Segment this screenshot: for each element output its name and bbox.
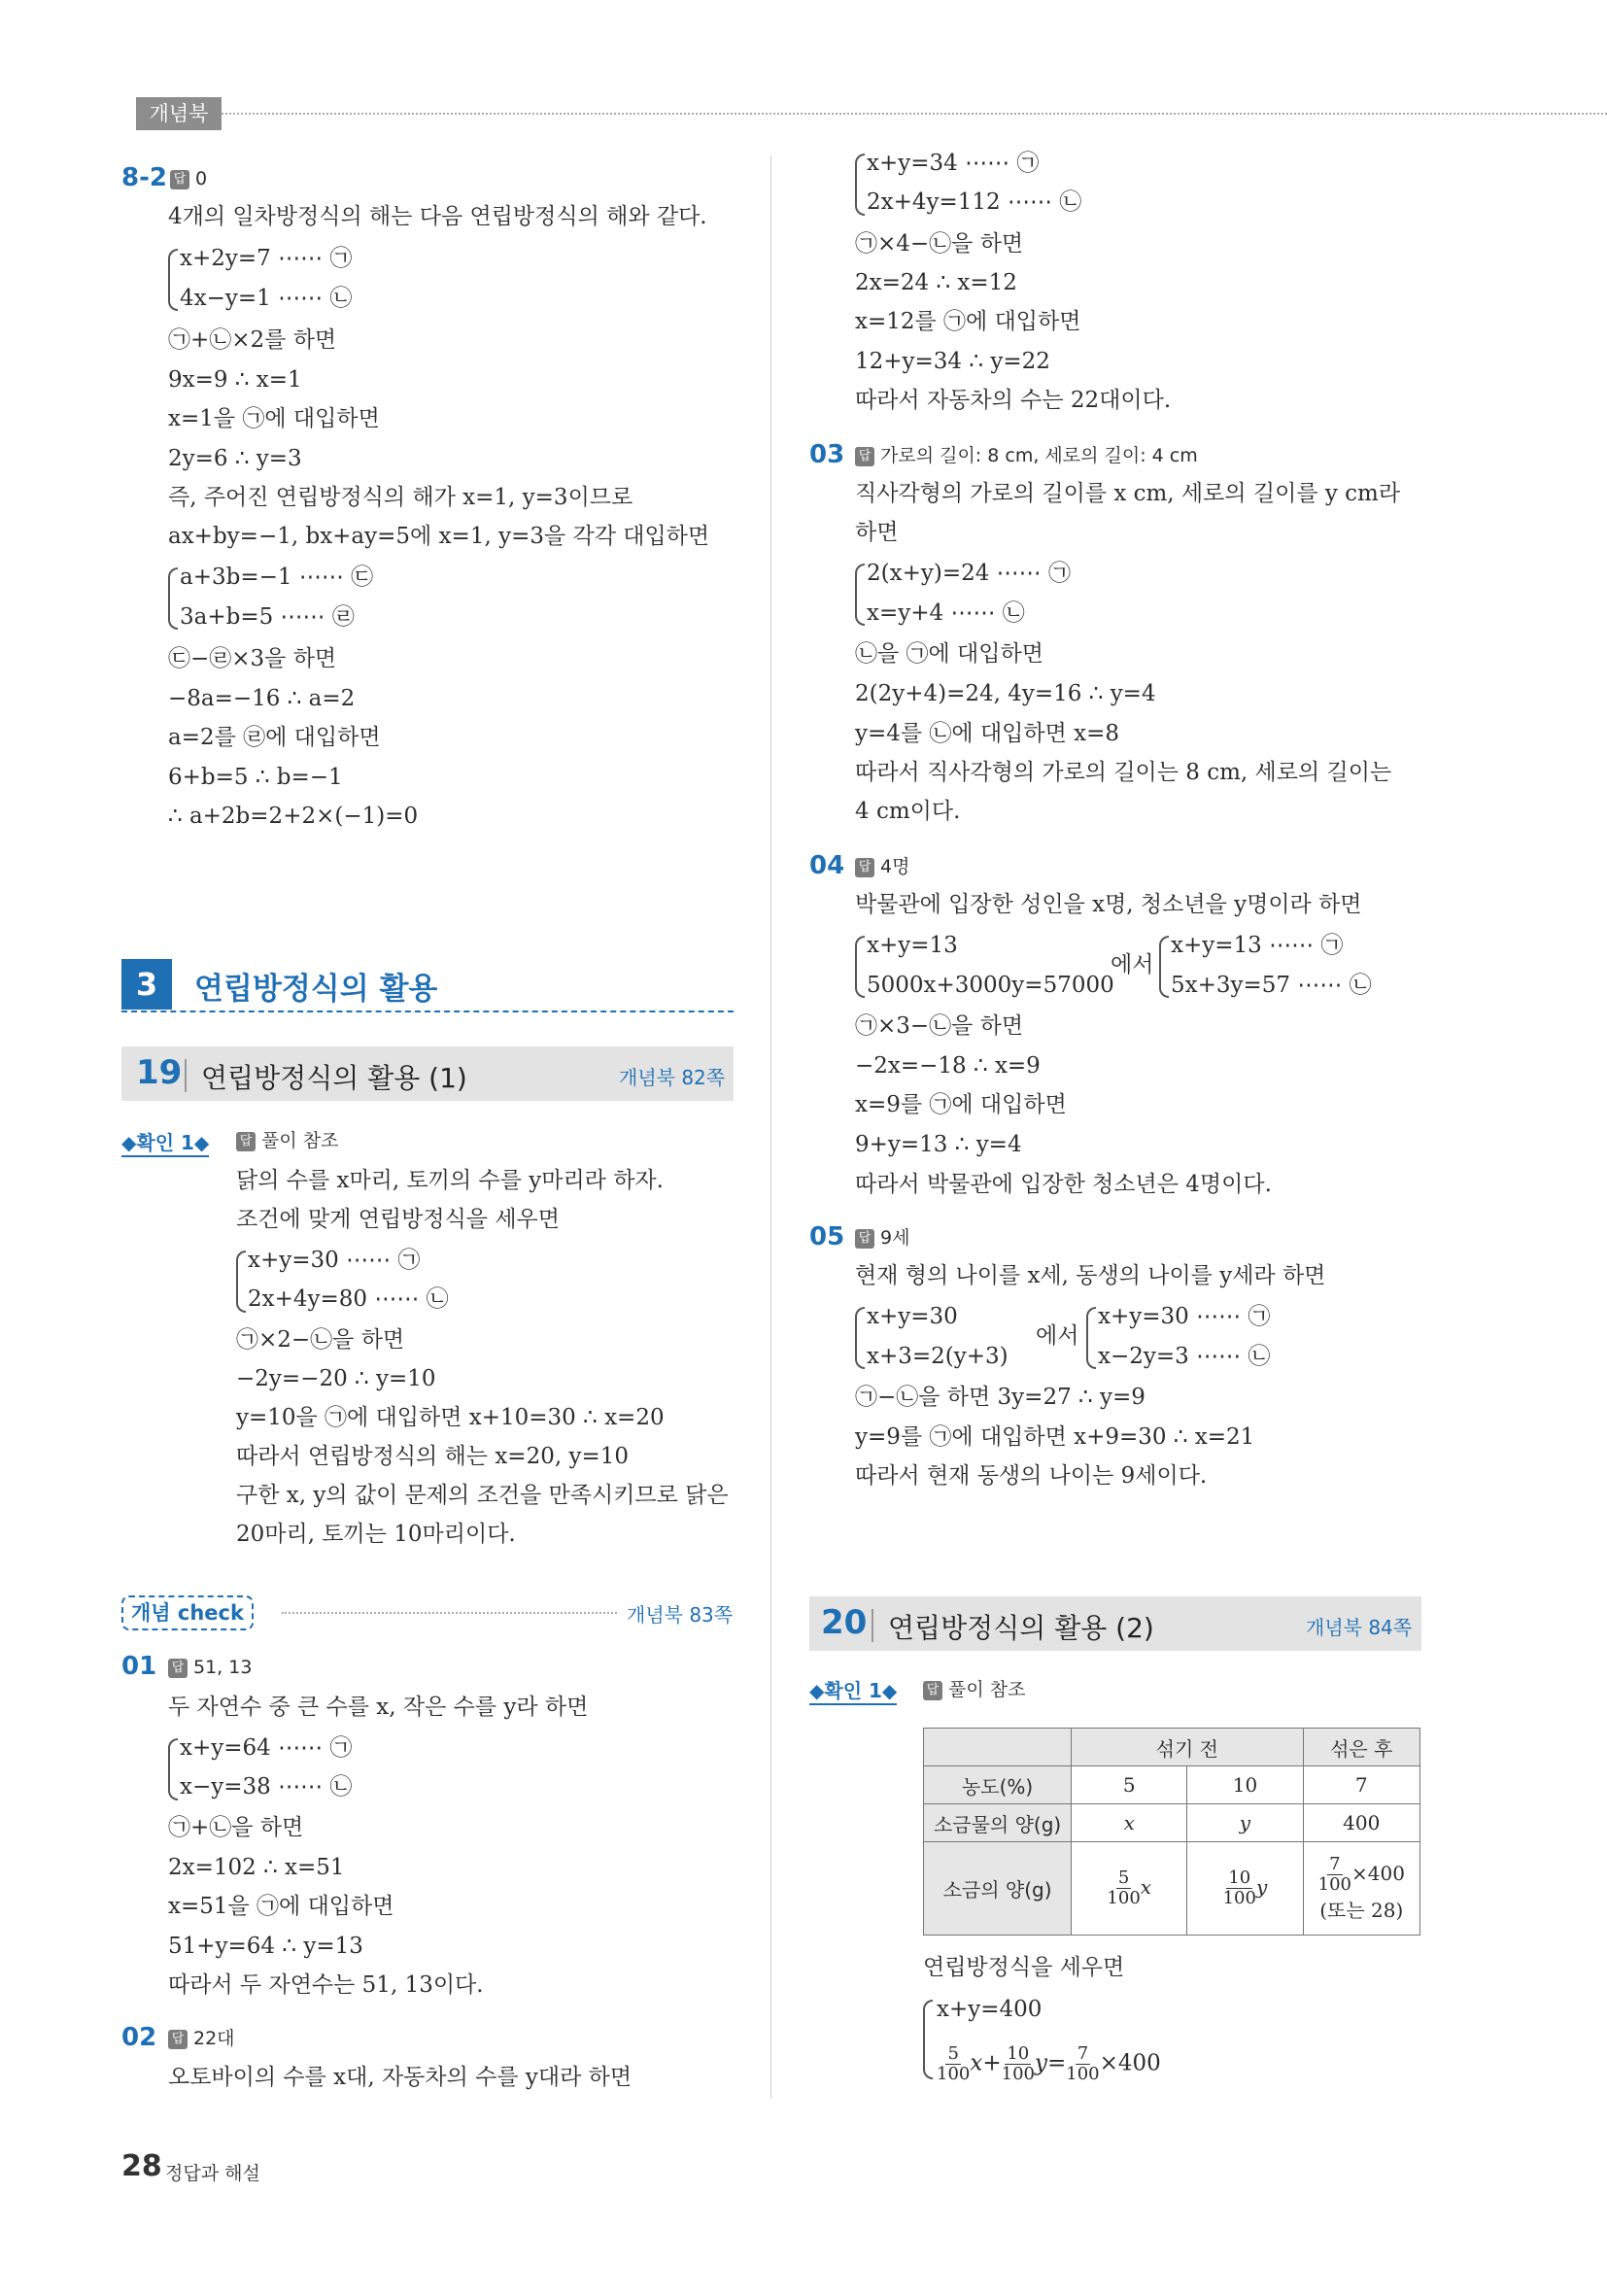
header-line — [222, 113, 1607, 115]
table-cell: y — [1187, 1804, 1303, 1842]
text-line: 에서 — [1111, 952, 1154, 977]
lesson-divider — [185, 1059, 187, 1092]
equation: x+2y=7 ⋯⋯ ㉠ — [180, 246, 353, 271]
text-line: 구한 x, y의 값이 문제의 조건을 만족시키므로 닭은 — [236, 1483, 729, 1508]
equation: x+y=13 ⋯⋯ ㉠ — [1171, 933, 1344, 958]
equation: x=y+4 ⋯⋯ ㉡ — [867, 600, 1025, 626]
system-brace — [236, 1251, 246, 1313]
system-brace — [1159, 936, 1169, 998]
table-cell: 5 — [1072, 1766, 1187, 1804]
text-line: 두 자연수 중 큰 수를 x, 작은 수를 y라 하면 — [168, 1695, 589, 1720]
concept-check-ref: 개념북 83쪽 — [627, 1603, 734, 1627]
equation: a+3b=−1 ⋯⋯ ㉢ — [180, 565, 374, 590]
section-number: 3 — [121, 959, 172, 1010]
equation: x+y=13 — [867, 933, 958, 958]
equation: x+y=64 ⋯⋯ ㉠ — [180, 1735, 353, 1761]
text-line: 따라서 박물관에 입장한 청소년은 4명이다. — [855, 1172, 1272, 1197]
system-brace — [1086, 1307, 1096, 1369]
text-line: ㉡을 ㉠에 대입하면 — [855, 641, 1043, 667]
text-line: 오토바이의 수를 x대, 자동차의 수를 y대라 하면 — [168, 2065, 633, 2090]
text-line: 박물관에 입장한 성인을 x명, 청소년을 y명이라 하면 — [855, 892, 1362, 917]
equation: x+y=400 — [937, 1997, 1043, 2022]
text-line: 12+y=34 ∴ y=22 — [855, 349, 1050, 374]
text-line: 6+b=5 ∴ b=−1 — [168, 765, 343, 790]
text-line: 9x=9 ∴ x=1 — [168, 367, 302, 393]
text-line: 2x=24 ∴ x=12 — [855, 270, 1017, 295]
text-line: 조건에 맞게 연립방정식을 세우면 — [236, 1207, 560, 1232]
table-cell-fraction: $\frac{7}{100}$ ×400 (또는 28) — [1303, 1842, 1419, 1936]
answer-line: 답 4명 — [855, 851, 909, 881]
text-line: −8a=−16 ∴ a=2 — [168, 686, 356, 711]
equation: 4x−y=1 ⋯⋯ ㉡ — [180, 286, 353, 311]
problem-number-02: 02 — [121, 2023, 157, 2052]
text-line: 따라서 연립방정식의 해는 x=20, y=10 — [236, 1444, 629, 1469]
text-line: 2y=6 ∴ y=3 — [168, 446, 302, 471]
equation: 2x+4y=80 ⋯⋯ ㉡ — [248, 1286, 449, 1312]
check-label: ◆확인 1◆ — [809, 1675, 897, 1705]
column-separator — [770, 155, 771, 2099]
mixture-table — [923, 1728, 1420, 1936]
text-line: 2x=102 ∴ x=51 — [168, 1855, 345, 1880]
text-line: ∴ a+2b=2+2×(−1)=0 — [168, 804, 419, 829]
concept-check-line — [282, 1612, 617, 1614]
lesson-number: 19 — [136, 1053, 183, 1092]
answer-line: 답 가로의 길이: 8 cm, 세로의 길이: 4 cm — [855, 440, 1198, 470]
text-line: 따라서 직사각형의 가로의 길이는 8 cm, 세로의 길이는 — [855, 760, 1392, 785]
equation: 5000x+3000y=57000 — [867, 973, 1114, 998]
concept-check-label: 개념 check — [121, 1595, 254, 1630]
problem-number-01: 01 — [121, 1652, 157, 1681]
equation: $\frac{5}{100}$ x+ $\frac{10}{100}$ y= $\frac{7}{100}$ ×400 — [937, 2043, 1161, 2084]
lesson-ref: 개념북 84쪽 — [1306, 1616, 1413, 1639]
system-brace — [855, 1307, 865, 1369]
lesson-ref: 개념북 82쪽 — [619, 1066, 726, 1089]
problem-number-03: 03 — [809, 440, 845, 469]
text-line: ㉠×4−㉡을 하면 — [855, 231, 1024, 257]
text-line: a=2를 ㉣에 대입하면 — [168, 725, 381, 750]
system-brace — [855, 564, 865, 626]
text-line: 4 cm이다. — [855, 799, 961, 824]
answer-line: 답 풀이 참조 — [923, 1674, 1025, 1704]
problem-number-8-2: 8-2 — [121, 163, 167, 192]
system-brace — [168, 1738, 178, 1800]
table-header-cell: 섞은 후 — [1303, 1729, 1419, 1766]
system-brace — [855, 154, 865, 216]
text-line: 따라서 현재 동생의 나이는 9세이다. — [855, 1463, 1208, 1489]
lesson-number: 20 — [821, 1603, 868, 1642]
equation: x−y=38 ⋯⋯ ㉡ — [180, 1774, 353, 1799]
table-row-label: 농도(%) — [924, 1766, 1072, 1804]
system-brace — [923, 2000, 933, 2079]
equation: x+3=2(y+3) — [867, 1344, 1009, 1369]
text-line: −2y=−20 ∴ y=10 — [236, 1366, 436, 1391]
equation: x+y=30 ⋯⋯ ㉠ — [248, 1248, 421, 1273]
equation: 5x+3y=57 ⋯⋯ ㉡ — [1171, 973, 1372, 998]
problem-number-04: 04 — [809, 851, 845, 880]
answer-line: 답 22대 — [168, 2023, 235, 2053]
system-brace — [855, 936, 865, 998]
text-line: 즉, 주어진 연립방정식의 해가 x=1, y=3이므로 — [168, 485, 633, 510]
equation: x−2y=3 ⋯⋯ ㉡ — [1098, 1344, 1271, 1369]
equation: 2x+4y=112 ⋯⋯ ㉡ — [867, 189, 1082, 215]
equation: 3a+b=5 ⋯⋯ ㉣ — [180, 604, 355, 630]
text-line: ㉠+㉡×2를 하면 — [168, 327, 337, 353]
equation: x+y=34 ⋯⋯ ㉠ — [867, 151, 1040, 176]
system-brace — [168, 249, 178, 311]
text-line: 하면 — [855, 520, 899, 545]
text-line: x=9를 ㉠에 대입하면 — [855, 1092, 1067, 1117]
text-line: 4개의 일차방정식의 해는 다음 연립방정식의 해와 같다. — [168, 204, 707, 229]
footer-label: 정답과 해설 — [165, 2163, 260, 2184]
text-line: y=9를 ㉠에 대입하면 x+9=30 ∴ x=21 — [855, 1424, 1255, 1450]
table-cell-fraction: $\frac{10}{100}$ y — [1187, 1842, 1303, 1936]
lesson-title: 연립방정식의 활용 (1) — [201, 1062, 467, 1094]
table-row-label: 소금의 양(g) — [924, 1842, 1072, 1936]
text-line: 직사각형의 가로의 길이를 x cm, 세로의 길이를 y cm라 — [855, 481, 1401, 506]
table-header-cell: 섞기 전 — [1072, 1729, 1303, 1766]
check-label: ◆확인 1◆ — [121, 1127, 209, 1157]
header-tag: 개념북 — [136, 97, 222, 130]
table-cell-fraction: $\frac{5}{100}$ x — [1072, 1842, 1187, 1936]
text-line: 따라서 두 자연수는 51, 13이다. — [168, 1972, 484, 1998]
text-line: ㉠×3−㉡을 하면 — [855, 1013, 1024, 1039]
problem-number-05: 05 — [809, 1222, 845, 1251]
text-line: x=12를 ㉠에 대입하면 — [855, 309, 1081, 334]
answer-line: 답 9세 — [855, 1222, 909, 1252]
text-line: 2(2y+4)=24, 4y=16 ∴ y=4 — [855, 681, 1156, 706]
equation: 2(x+y)=24 ⋯⋯ ㉠ — [867, 561, 1071, 586]
lesson-divider — [872, 1609, 873, 1642]
page-number: 28 — [121, 2149, 162, 2183]
table-header-cell — [924, 1729, 1072, 1766]
answer-line: 답 51, 13 — [168, 1652, 252, 1682]
text-line: 닭의 수를 x마리, 토끼의 수를 y마리라 하자. — [236, 1168, 664, 1193]
text-line: ㉠−㉡을 하면 3y=27 ∴ y=9 — [855, 1385, 1145, 1410]
text-line: 9+y=13 ∴ y=4 — [855, 1132, 1022, 1157]
text-line: y=4를 ㉡에 대입하면 x=8 — [855, 721, 1120, 746]
section-underline — [121, 1011, 734, 1012]
text-line: ㉠×2−㉡을 하면 — [236, 1327, 405, 1353]
text-line: ㉢−㉣×3을 하면 — [168, 646, 337, 671]
answer-line: 답 0 — [170, 163, 207, 193]
lesson-title: 연립방정식의 활용 (2) — [888, 1612, 1154, 1644]
section-title: 연립방정식의 활용 — [194, 972, 438, 1007]
text-line: 20마리, 토끼는 10마리이다. — [236, 1522, 516, 1547]
system-brace — [168, 567, 178, 630]
text-line: x=1을 ㉠에 대입하면 — [168, 406, 380, 431]
answer-line: 답 풀이 참조 — [236, 1125, 338, 1155]
text-line: 현재 형의 나이를 x세, 동생의 나이를 y세라 하면 — [855, 1263, 1326, 1288]
text-line: 51+y=64 ∴ y=13 — [168, 1934, 363, 1959]
text-line: y=10을 ㉠에 대입하면 x+10=30 ∴ x=20 — [236, 1405, 665, 1430]
text-line: 연립방정식을 세우면 — [923, 1955, 1125, 1980]
table-row-label: 소금물의 양(g) — [924, 1804, 1072, 1842]
text-line: ax+by=−1, bx+ay=5에 x=1, y=3을 각각 대입하면 — [168, 524, 710, 549]
text-line: −2x=−18 ∴ x=9 — [855, 1053, 1041, 1079]
table-cell: 400 — [1303, 1804, 1419, 1842]
table-cell: x — [1072, 1804, 1187, 1842]
text-line: 따라서 자동차의 수는 22대이다. — [855, 388, 1172, 413]
table-cell: 7 — [1303, 1766, 1419, 1804]
equation: x+y=30 ⋯⋯ ㉠ — [1098, 1304, 1271, 1329]
equation: x+y=30 — [867, 1304, 958, 1329]
text-line: 에서 — [1036, 1323, 1079, 1349]
text-line: x=51을 ㉠에 대입하면 — [168, 1894, 394, 1919]
text-line: ㉠+㉡을 하면 — [168, 1815, 304, 1840]
table-cell: 10 — [1187, 1766, 1303, 1804]
